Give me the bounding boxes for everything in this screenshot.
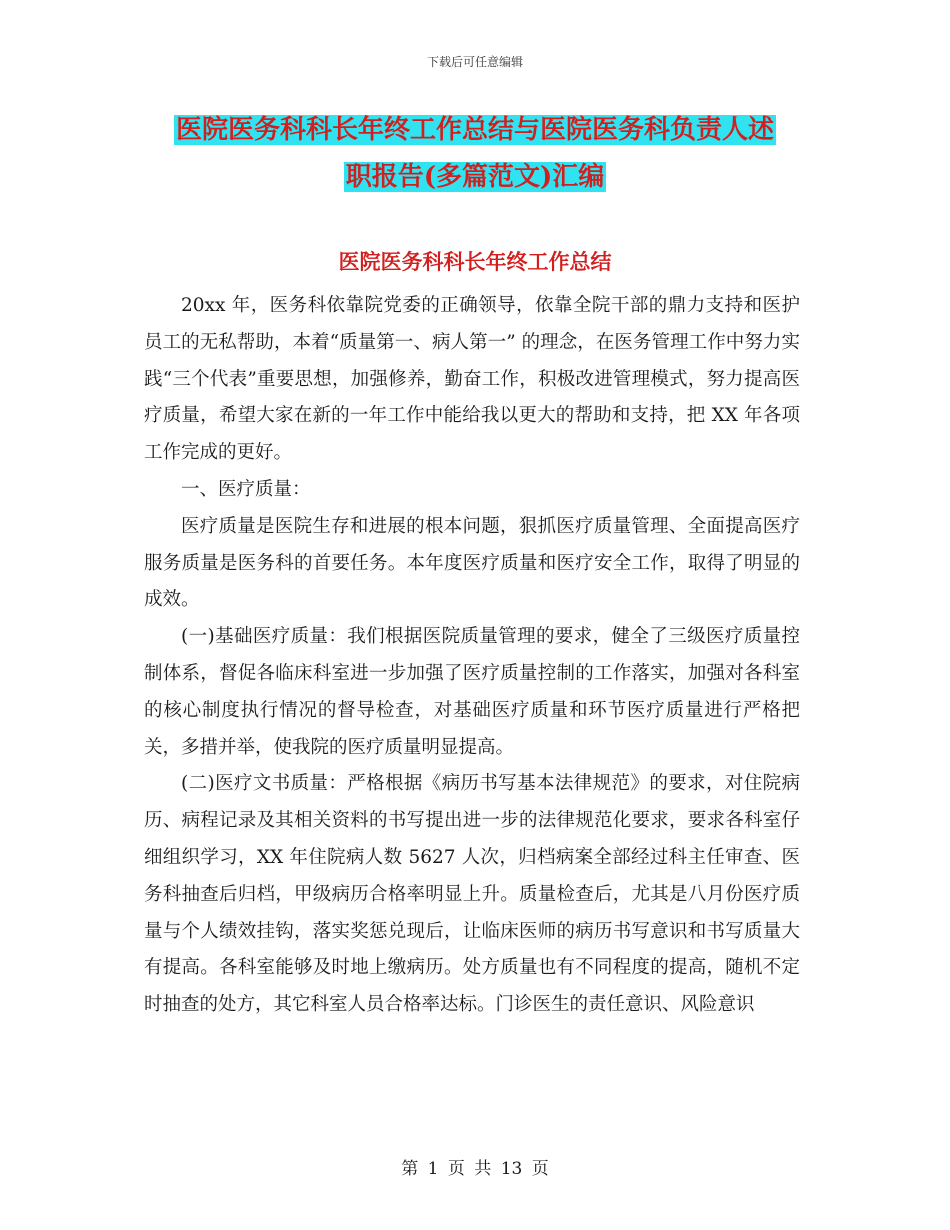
document-title	[0, 107, 950, 201]
paragraph: (一)基础医疗质量：我们根据医院质量管理的要求，健全了三级医疗质量控制体系，督促各临床科室进一步加强了医疗质量控制的工作落实，加强对各科室的核心制度执行情况的督导检查，对基础医疗质量和环节医疗质量进行严格把关，多措并举，使我院的医疗质量明显提高。	[144, 626, 800, 758]
paragraph: (二)医疗文书质量：严格根据《病历书写基本法律规范》的要求，对住院病历、病程记录及其相关资料的书写提出进一步的法律规范化要求，要求各科室仔细组织学习，XX 年住院病人数 5627 人次，归档病案全部经过科主任审查、医务科抽查后归档，甲级病历合格率明显上升。质量检查后，尤其是八月份医疗质量与个人绩效挂钩，落实奖惩兑现后，让临床医师的病历书写意识和书写质量大有提高。各科室能够及时地上缴病历。处方质量也有不同程度的提高，随机不定时抽查的处方，其它科室人员合格率达标。门诊医生的责任意识、风险意识	[144, 773, 800, 1016]
paragraph: 医疗质量是医院生存和进展的根本问题，狠抓医疗质量管理、全面提高医疗服务质量是医务科的首要任务。本年度医疗质量和医疗安全工作，取得了明显的成效。	[144, 515, 800, 611]
page-footer: 第 1 页 共 13 页	[401, 1159, 549, 1179]
body-text	[144, 288, 800, 1024]
document-title-line-2: 职报告(多篇范文)汇编	[345, 162, 605, 192]
document-title-line-1: 医院医务科科长年终工作总结与医院医务科负责人述	[175, 115, 774, 145]
section-title: 医院医务科科长年终工作总结	[338, 249, 612, 274]
page-header-note: 下载后可任意编辑	[426, 55, 523, 69]
paragraph: 20xx 年，医务科依靠院党委的正确领导，依靠全院干部的鼎力支持和医护员工的无私帮助，本着“质量第一、病人第一” 的理念，在医务管理工作中努力实践“三个代表”重要思想，加强修养，勤奋工作，积极改进管理模式，努力提高医疗质量，希望大家在新的一年工作中能给我以更大的帮助和支持，把 XX 年各项工作完成的更好。	[144, 295, 800, 464]
paragraph-heading: 一、医疗质量：	[181, 478, 311, 500]
